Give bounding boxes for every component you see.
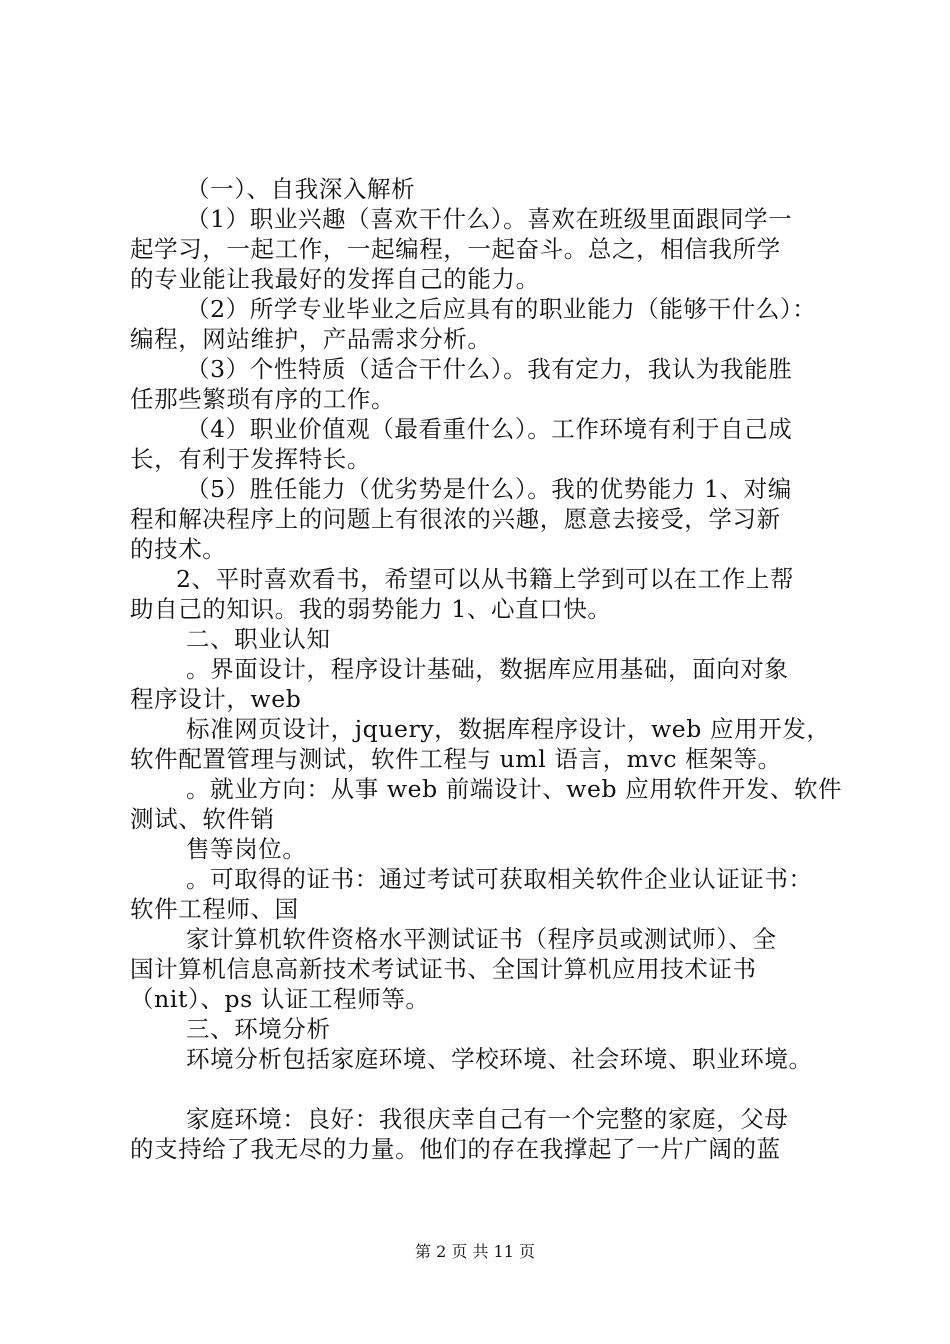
text-line: （nit）、ps 认证工程师等。	[130, 985, 430, 1013]
text-line: 的技术。	[130, 535, 227, 563]
text-line: 。可取得的证书：通过考试可获取相关软件企业认证证书：	[186, 865, 813, 893]
text-line: 程和解决程序上的问题上有很浓的兴趣，愿意去接受，学习新	[130, 505, 781, 533]
text-line: 售等岗位。	[186, 835, 307, 863]
text-line: 程序设计，web	[130, 685, 302, 713]
text-line: 测试、软件销	[130, 805, 275, 833]
text-line: 。界面设计，程序设计基础，数据库应用基础，面向对象	[186, 655, 789, 683]
text-line: （3）个性特质（适合干什么）。我有定力，我认为我能胜	[186, 355, 793, 383]
text-line: 软件工程师、国	[130, 895, 299, 923]
text-line: （1）职业兴趣（喜欢干什么）。喜欢在班级里面跟同学一	[186, 205, 793, 233]
text-line: 软件配置管理与测试，软件工程与 uml 语言，mvc 框架等。	[130, 745, 782, 773]
text-line: 的支持给了我无尽的力量。他们的存在我撑起了一片广阔的蓝	[130, 1135, 781, 1163]
text-line: 国计算机信息高新技术考试证书、全国计算机应用技术证书	[130, 955, 757, 983]
text-line: 家计算机软件资格水平测试证书（程序员或测试师）、全	[186, 925, 777, 953]
text-line: 编程，网站维护，产品需求分析。	[130, 325, 492, 353]
text-line: 家庭环境：良好：我很庆幸自己有一个完整的家庭，父母	[186, 1105, 789, 1133]
page-footer: 第 2 页 共 11 页	[415, 1242, 535, 1261]
text-line: （2）所学专业毕业之后应具有的职业能力（能够干什么）：	[186, 295, 817, 323]
text-line: 二、职业认知	[186, 625, 331, 653]
text-line: （4）职业价值观（最看重什么）。工作环境有利于自己成	[186, 415, 793, 443]
text-line: 2、平时喜欢看书，希望可以从书籍上学到可以在工作上帮	[176, 565, 795, 593]
text-line: 任那些繁琐有序的工作。	[130, 385, 396, 413]
text-line: 助自己的知识。我的弱势能力 1、心直口快。	[130, 595, 612, 623]
text-line: 长，有利于发挥特长。	[130, 445, 371, 473]
text-line: 起学习，一起工作，一起编程，一起奋斗。总之，相信我所学	[130, 235, 781, 263]
text-line: 的专业能让我最好的发挥自己的能力。	[130, 265, 540, 293]
text-line: 。就业方向：从事 web 前端设计、web 应用软件开发、软件	[186, 775, 843, 803]
text-line: 标准网页设计，jquery，数据库程序设计，web 应用开发，	[186, 715, 831, 743]
text-line: 环境分析包括家庭环境、学校环境、社会环境、职业环境。	[186, 1045, 813, 1073]
text-line: （5）胜任能力（优劣势是什么）。我的优势能力 1、对编	[186, 475, 792, 503]
document-body	[130, 174, 843, 1164]
text-line: 三、环境分析	[186, 1015, 331, 1043]
text-line: （一）、自我深入解析	[186, 175, 416, 203]
